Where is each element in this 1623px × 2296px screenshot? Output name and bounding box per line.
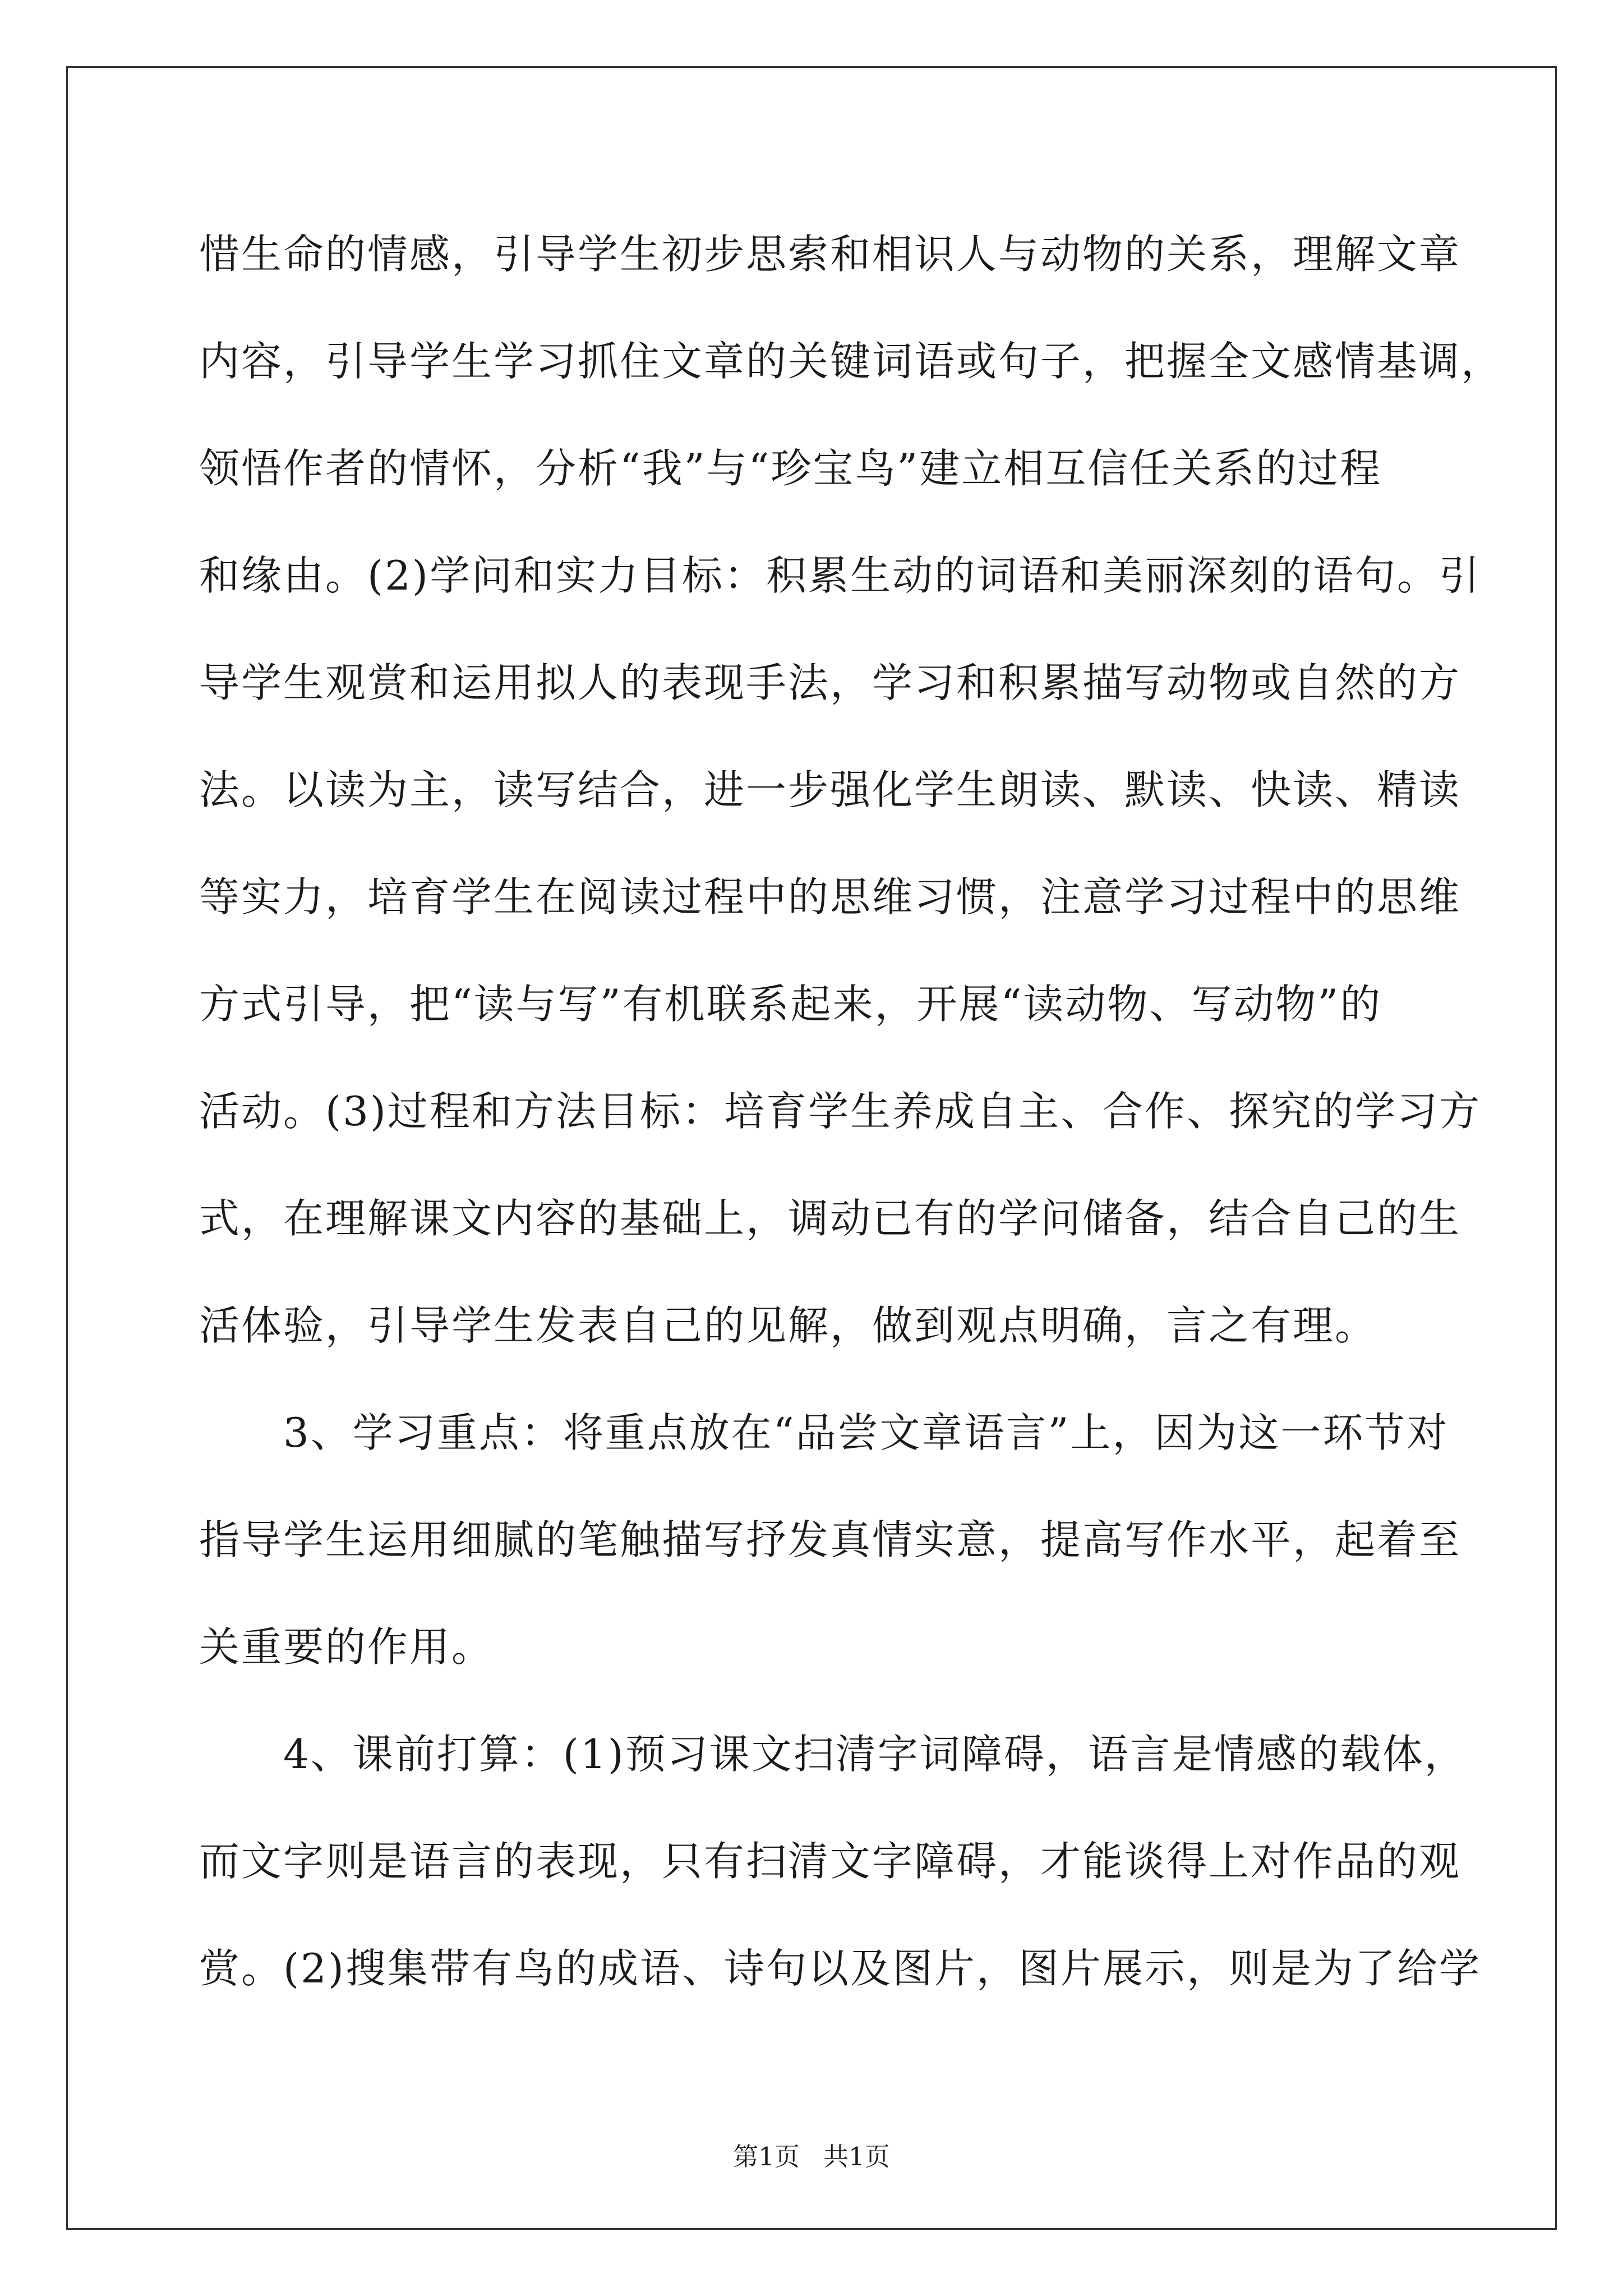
text-line: 法。以读为主，读写结合，进一步强化学生朗读、默读、快读、精读 [199, 766, 1461, 813]
text-line: 活动。(3)过程和方法目标：培育学生养成自主、合作、探究的学习方 [199, 1088, 1481, 1135]
text-line: 而文字则是语言的表现，只有扫清文字障碍，才能谈得上对作品的观 [199, 1838, 1461, 1885]
text-line: 内容，引导学生学习抓住文章的关键词语或句子，把握全文感情基调， [199, 338, 1504, 385]
text-line: 关重要的作用。 [199, 1623, 494, 1671]
text-line: 方式引导，把“读与写”有机联系起来，开展“读动物、写动物”的 [199, 981, 1382, 1028]
text-line: 赏。(2)搜集带有鸟的成语、诗句以及图片，图片展示，则是为了给学 [199, 1945, 1481, 1992]
text-line: 式，在理解课文内容的基础上，调动已有的学问储备，结合自己的生 [199, 1195, 1461, 1242]
page-total: 共1页 [823, 2142, 890, 2171]
page-footer [0, 2140, 1623, 2174]
text-line: 惜生命的情感，引导学生初步思索和相识人与动物的关系，理解文章 [199, 231, 1461, 278]
page-number: 第1页 [733, 2142, 800, 2171]
text-line: 和缘由。(2)学问和实力目标：积累生动的词语和美丽深刻的语句。引 [199, 552, 1481, 599]
text-line: 领悟作者的情怀，分析“我”与“珍宝鸟”建立相互信任关系的过程 [199, 445, 1382, 492]
text-line: 导学生观赏和运用拟人的表现手法，学习和积累描写动物或自然的方 [199, 659, 1461, 706]
paragraph-start-line: 3、学习重点：将重点放在“品尝文章语言”上，因为这一环节对 [283, 1409, 1449, 1456]
text-line: 活体验，引导学生发表自己的见解，做到观点明确，言之有理。 [199, 1302, 1377, 1349]
paragraph-start-line: 4、课前打算：(1)预习课文扫清字词障碍，语言是情感的载体， [283, 1731, 1467, 1778]
document-body [199, 223, 1504, 2045]
text-line: 等实力，培育学生在阅读过程中的思维习惯，注意学习过程中的思维 [199, 873, 1461, 921]
text-line: 指导学生运用细腻的笔触描写抒发真情实意，提高写作水平，起着至 [199, 1516, 1461, 1563]
